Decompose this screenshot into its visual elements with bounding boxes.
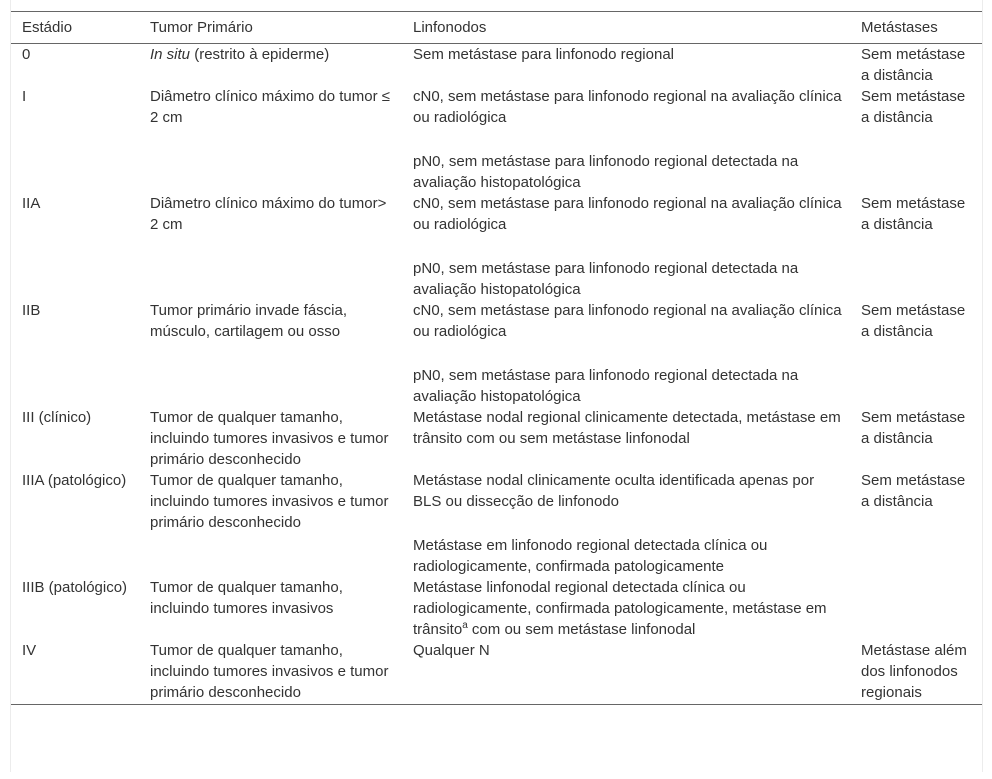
nodes-cell bbox=[402, 300, 850, 407]
table-row bbox=[11, 640, 982, 705]
nodes-cell bbox=[402, 470, 850, 577]
meta-cell: Sem metástase a distância bbox=[861, 88, 966, 126]
meta-cell bbox=[850, 577, 982, 640]
stage-cell: IIB bbox=[22, 302, 41, 319]
nodes-text-cont: com ou sem metástase linfonodal bbox=[467, 621, 696, 638]
table-row bbox=[11, 86, 982, 193]
nodes-cell bbox=[402, 86, 850, 193]
stage-cell: IIA bbox=[22, 195, 41, 212]
stage-cell: IIIA (patológico) bbox=[22, 472, 127, 489]
stage-cell: IIIB (patológico) bbox=[22, 579, 128, 596]
nodes-text: Metástase nodal regional clinicamente detectada, metástase em trânsito com ou sem metástase linfonodal bbox=[413, 409, 841, 447]
nodes-text: Metástase linfonodal regional detectada clínica ou radiologicamente, confirmada patologicamente, metástase em trânsito bbox=[413, 579, 827, 638]
meta-cell: Metástase além dos linfonodos regionais bbox=[861, 642, 967, 701]
table-row bbox=[11, 300, 982, 407]
nodes-cell bbox=[402, 577, 850, 640]
footnote-marker: a bbox=[462, 620, 468, 631]
nodes-text: pN0, sem metástase para linfonodo regional detectada na avaliação histopatológica bbox=[413, 153, 799, 191]
table-row bbox=[11, 44, 982, 87]
meta-cell: Sem metástase a distância bbox=[861, 302, 966, 340]
meta-cell: Sem metástase a distância bbox=[861, 472, 966, 510]
tumor-cell: Tumor de qualquer tamanho, incluindo tumores invasivos e tumor primário desconhecido bbox=[150, 472, 389, 531]
stage-cell: IV bbox=[22, 642, 37, 659]
table-container bbox=[10, 0, 983, 772]
table-header-row bbox=[11, 12, 982, 44]
nodes-text: Metástase nodal clinicamente oculta identificada apenas por BLS ou dissecção de linfonodo bbox=[413, 472, 815, 510]
stage-cell: I bbox=[22, 88, 27, 105]
nodes-text: pN0, sem metástase para linfonodo regional detectada na avaliação histopatológica bbox=[413, 260, 799, 298]
nodes-text: Qualquer N bbox=[413, 642, 490, 659]
header-linfonodos: Linfonodos bbox=[402, 12, 850, 44]
tumor-italic: In situ bbox=[150, 46, 191, 63]
table-row bbox=[11, 193, 982, 300]
header-estadio: Estádio bbox=[11, 12, 139, 44]
tumor-text: (restrito à epiderme) bbox=[190, 46, 330, 63]
tumor-cell: Tumor de qualquer tamanho, incluindo tumores invasivos e tumor primário desconhecido bbox=[150, 642, 389, 701]
meta-cell: Sem metástase a distância bbox=[861, 409, 966, 447]
tumor-cell bbox=[139, 44, 402, 87]
stage-cell: III (clínico) bbox=[22, 409, 92, 426]
tumor-cell: Tumor de qualquer tamanho, incluindo tumores invasivos bbox=[150, 579, 343, 617]
nodes-text: Sem metástase para linfonodo regional bbox=[413, 46, 674, 63]
table-row bbox=[11, 577, 982, 640]
nodes-text: cN0, sem metástase para linfonodo regional na avaliação clínica ou radiológica bbox=[413, 88, 842, 126]
nodes-text: cN0, sem metástase para linfonodo regional na avaliação clínica ou radiológica bbox=[413, 195, 842, 233]
tumor-cell: Tumor primário invade fáscia, músculo, cartilagem ou osso bbox=[150, 302, 348, 340]
header-tumor-primario: Tumor Primário bbox=[139, 12, 402, 44]
nodes-text: pN0, sem metástase para linfonodo regional detectada na avaliação histopatológica bbox=[413, 367, 799, 405]
nodes-cell bbox=[402, 640, 850, 705]
header-metastases: Metástases bbox=[850, 12, 982, 44]
staging-table bbox=[11, 11, 982, 705]
nodes-cell bbox=[402, 44, 850, 87]
stage-cell: 0 bbox=[22, 46, 31, 63]
table-row bbox=[11, 470, 982, 577]
table-row bbox=[11, 407, 982, 470]
tumor-cell: Tumor de qualquer tamanho, incluindo tumores invasivos e tumor primário desconhecido bbox=[150, 409, 389, 468]
tumor-cell: Diâmetro clínico máximo do tumor ≤ 2 cm bbox=[150, 88, 390, 126]
nodes-text: Metástase em linfonodo regional detectada clínica ou radiologicamente, confirmada patologicamente bbox=[413, 537, 768, 575]
nodes-cell bbox=[402, 407, 850, 470]
meta-cell: Sem metástase a distância bbox=[861, 46, 966, 84]
meta-cell: Sem metástase a distância bbox=[861, 195, 966, 233]
tumor-cell: Diâmetro clínico máximo do tumor> 2 cm bbox=[150, 195, 387, 233]
nodes-cell bbox=[402, 193, 850, 300]
nodes-text: cN0, sem metástase para linfonodo regional na avaliação clínica ou radiológica bbox=[413, 302, 842, 340]
